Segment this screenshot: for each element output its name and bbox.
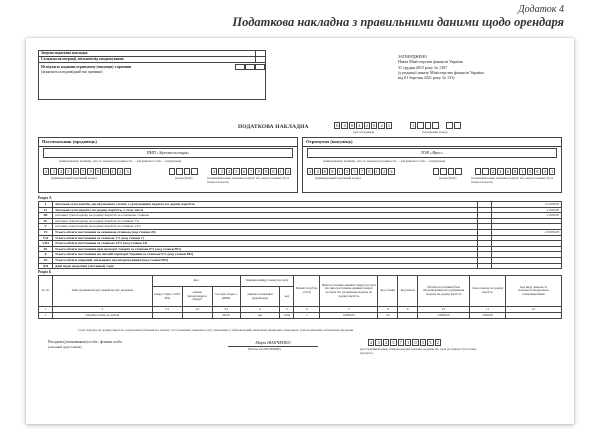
code-digit [475, 168, 481, 175]
code-digit: 7 [248, 168, 254, 175]
ipn-digit: 3 [50, 168, 56, 175]
code-digit [482, 168, 488, 175]
code-digit: 2 [285, 168, 291, 175]
code-digit: 5 [233, 168, 239, 175]
ipn-digit: 5 [351, 168, 357, 175]
document-header [232, 4, 564, 30]
ipn-digit: 2 [43, 168, 49, 175]
row-value [492, 263, 562, 269]
col-header: Ціна постачання одиниці товару/послуги або ціна постачання одиниці товару/послуги без урахування податку на додану вартість [320, 276, 378, 307]
section-b-title: Розділ Б [38, 270, 52, 274]
issue-date-digits [334, 122, 393, 129]
seller-code-label: (податковий номер платника податку² або серія (за наявності) та номер паспорта³) [207, 176, 290, 184]
row-label: Усього обсяги постачання за ставкою 7% (код ставки 7) [53, 235, 478, 241]
row-label: загальна сума податку на додану вартість за ставкою 7% [53, 218, 478, 224]
preparer-label: Посадова (уповноважена) особа / фізична особа [48, 340, 122, 344]
row-value: 12 000,00 [492, 202, 562, 208]
ipn-digit: 6 [322, 168, 328, 175]
status-row [39, 57, 265, 63]
row-label: Усього обсяги постачання при експорті товарів за ставкою 0% (код ставки 901) [53, 246, 478, 252]
code-digit: 1 [278, 168, 284, 175]
seller-ipn-label: (індивідуальний податковий номер) [51, 176, 97, 180]
col-number: 2 [52, 307, 152, 313]
date-digit: 0 [334, 122, 340, 129]
cell-vat: 2000,00 [470, 313, 506, 319]
buyer-ipn-label: (індивідуальний податковий номер) [315, 176, 361, 180]
signer-label: (Власне ім'я ПРІЗВИЩЕ) [248, 347, 281, 351]
date-digit: 1 [386, 122, 392, 129]
cell-qty: 1 [294, 313, 320, 319]
status-row-label: Складена на операції, звільнені від оподаткування [41, 57, 124, 61]
cell-benefit [398, 313, 418, 319]
date-digit: 0 [371, 122, 377, 129]
seller-heading: Постачальник (продавець) [39, 138, 297, 147]
signer-name: Марія ІВАНЧЕНКО [228, 340, 318, 347]
seller-block [38, 137, 298, 193]
number-label: (порядковий номер) [422, 130, 448, 134]
ipn-digit: 3 [427, 339, 433, 346]
branch-digit [440, 168, 446, 175]
section-b-table [38, 275, 562, 319]
code-digit: 0 [270, 168, 276, 175]
col-number: 3.2 [182, 307, 212, 313]
col-header: Код пільги [398, 276, 418, 307]
branch-digit [176, 168, 182, 175]
code-digit: 2 [211, 168, 217, 175]
invoice-branch-code[interactable] [454, 122, 461, 129]
approval-line: (у редакції наказу Міністерства фінансів України [398, 69, 484, 75]
col-header: Код ставки [378, 276, 398, 307]
preparer-sublabel: (законний представник) [48, 345, 82, 349]
col-number: 4 [240, 307, 280, 313]
col-number: 10 [418, 307, 470, 313]
code-digit: 1 [519, 168, 525, 175]
ipn-digit: 1 [337, 168, 343, 175]
buyer-ipn-digits [307, 168, 396, 175]
row-number: IX [39, 246, 53, 252]
row-label: загальна сума податку на додану вартість за основною ставкою [53, 213, 478, 219]
code-digit: 1 [549, 168, 555, 175]
ipn-digit: 4 [388, 168, 394, 175]
number-digit [432, 122, 438, 129]
date-label: (дата складання) [353, 130, 375, 134]
signer-ipn-digits [368, 339, 442, 346]
cell-unit-name: грн [240, 313, 280, 319]
cell-dkpp: 68.20 [212, 313, 240, 319]
col-number: 1 [39, 307, 53, 313]
branch-digit [169, 168, 175, 175]
col-header: Одиниця виміру товару/послуги [240, 276, 294, 287]
buyer-name: ТОВ «Ярос» [307, 148, 557, 158]
branch-digit [433, 168, 439, 175]
ipn-digit: 4 [314, 168, 320, 175]
section-a-table [38, 201, 562, 269]
branch-digit [455, 168, 461, 175]
cell-import [182, 313, 212, 319]
cell-name: Орендна плата за лютий [52, 313, 152, 319]
code-digit: 2 [490, 168, 496, 175]
col-number: 8 [378, 307, 398, 313]
ipn-digit: 5 [420, 339, 426, 346]
row-number: IV [39, 218, 53, 224]
status-row-label: Зведена податкова накладна [41, 51, 88, 55]
code-digit: 4 [497, 168, 503, 175]
row-number: VIII [39, 241, 53, 247]
invoice-sheet [26, 38, 574, 424]
code-digit: 8 [534, 168, 540, 175]
code-digit: 4 [542, 168, 548, 175]
row-label: Усього обсяги постачання на митній території України за ставкою 0% (код ставки 902) [53, 252, 478, 258]
col-header: Сума податку на додану вартість [470, 276, 506, 307]
ipn-digit: 2 [435, 339, 441, 346]
cell-rate: 20 [378, 313, 398, 319]
row-number: VI [39, 229, 53, 235]
appendix-label: Додаток 4 [518, 4, 564, 15]
col-header: Обсяги постачання (база оподаткування) без урахування податку на додану вартість [418, 276, 470, 307]
ipn-digit: 1 [110, 168, 116, 175]
ipn-digit: 0 [412, 339, 418, 346]
row-label: Загальна сума податку на додану вартість, у тому числі [53, 207, 478, 213]
cell-unit-code: 2454 [280, 313, 294, 319]
row-label: Усього обсяги постачання за основною ставкою (код ставки 20) [53, 229, 478, 235]
branch-digit [184, 168, 190, 175]
col-header: Опис (номенклатура) товарів/послуг продавця [52, 276, 152, 307]
col-number: 5 [280, 307, 294, 313]
col-header: товару згідно з УКТ ЗЕД [152, 287, 182, 307]
col-header: ознаки імпортованого товару⁴ [182, 287, 212, 307]
ipn-digit: 0 [366, 168, 372, 175]
buyer-heading: Отримувач (покупець) [303, 138, 561, 147]
col-header: Код виду діяльності сільськогосподарського товаровиробника [505, 276, 561, 307]
seller-name-label: (найменування; прізвище, ім'я, по батькові (за наявності) — для фізичної особи — підприємця) [59, 159, 182, 163]
ipn-digit: 9 [95, 168, 101, 175]
buyer-block [302, 137, 562, 193]
buyer-branch-label: (номер філії¹) [439, 176, 457, 180]
ipn-digit: 2 [368, 339, 374, 346]
col-header: Код [152, 276, 240, 287]
ipn-digit: 5 [390, 339, 396, 346]
ipn-digit: 2 [381, 168, 387, 175]
col-number: 12 [505, 307, 561, 313]
col-header: код [280, 287, 294, 307]
ipn-digit: 5 [65, 168, 71, 175]
row-number: XII [39, 263, 53, 269]
section-a-title: Розділ А [38, 196, 52, 200]
ipn-digit: 8 [329, 168, 335, 175]
cell-volume: 10000,00 [418, 313, 470, 319]
cell-num: 1 [39, 313, 53, 319]
status-row-label: (зазначається відповідний тип причини) [41, 70, 103, 74]
seller-ipn-digits [43, 168, 132, 175]
approval-line: Наказ Міністерства фінансів України [398, 59, 463, 65]
status-checkbox[interactable] [255, 57, 265, 63]
col-number: 9 [398, 307, 418, 313]
invoice-status-box [38, 50, 266, 100]
row-number: I [39, 202, 53, 208]
col-number: 3.1 [152, 307, 182, 313]
code-digit: 6 [241, 168, 247, 175]
row-number: II [39, 207, 53, 213]
seller-branch-digits [169, 168, 199, 175]
ipn-digit: 2 [307, 168, 313, 175]
col-header: умовне позначення (українське) [240, 287, 280, 307]
reason-cell[interactable] [235, 64, 245, 70]
signer-ipn-label: (реєстраційний номер облікової картки платника податків або серія (за наявності) та номер паспорта) [360, 347, 477, 355]
code-digit: 3 [218, 168, 224, 175]
cell-excise [505, 313, 561, 319]
cell-price: 10000,00 [320, 313, 378, 319]
ipn-digit: 3 [344, 168, 350, 175]
col-number: 3.3 [212, 307, 240, 313]
page-title: Податкова накладна з правильними даними щодо орендаря [232, 15, 564, 29]
ipn-digit: 3 [124, 168, 130, 175]
ipn-digit: 2 [117, 168, 123, 175]
number-digit [425, 122, 431, 129]
approval-stamp-text [398, 54, 548, 81]
invoice-number-suffix[interactable] [446, 122, 453, 129]
reason-cell[interactable] [255, 64, 265, 70]
seller-branch-label: (номер філії¹) [175, 176, 193, 180]
branch-digit [191, 168, 197, 175]
code-digit: 8 [255, 168, 261, 175]
ipn-digit: 4 [58, 168, 64, 175]
col-header: № з/п [39, 276, 53, 307]
ipn-digit: 3 [375, 339, 381, 346]
approval-line: від 01 березня 2021 року № 131) [398, 75, 455, 81]
ipn-digit: 7 [359, 168, 365, 175]
code-digit: 0 [527, 168, 533, 175]
row-label: Загальна сума коштів, що підлягають сплаті, з урахуванням податку на додану вартість [53, 202, 478, 208]
document-title: ПОДАТКОВА НАКЛАДНА [238, 124, 309, 130]
date-digit: 2 [364, 122, 370, 129]
code-digit: 9 [263, 168, 269, 175]
col-header: Кількість (об'єм, обсяг) [294, 276, 320, 307]
row-number: III [39, 213, 53, 219]
ipn-digit: 7 [398, 339, 404, 346]
buyer-code-digits [475, 168, 556, 175]
row-number: XI [39, 257, 53, 263]
date-digit: 2 [378, 122, 384, 129]
ipn-digit: 4 [383, 339, 389, 346]
col-number: 7 [320, 307, 378, 313]
code-digit: 6 [505, 168, 511, 175]
col-number: 6 [294, 307, 320, 313]
cell-uktzed [152, 313, 182, 319]
table-row [39, 313, 562, 319]
row-value: 10 000,00 [492, 229, 562, 235]
date-digit: 4 [356, 122, 362, 129]
ipn-digit: 0 [102, 168, 108, 175]
ipn-digit: 7 [80, 168, 86, 175]
ipn-digit: 8 [87, 168, 93, 175]
approval-line: 31 грудня 2015 року № 1307 [398, 64, 448, 70]
code-digit: 4 [226, 168, 232, 175]
date-digit: 4 [341, 122, 347, 129]
row-label: Дані щодо зворотної (заставної) тари [53, 263, 478, 269]
status-row-label: Не підлягає наданню отримувачу (покупцю) з причини [41, 65, 132, 69]
seller-name: ПНП «Зірочка-агенція» [43, 148, 293, 158]
ipn-digit: 1 [405, 339, 411, 346]
row-value: 2 000,00 [492, 213, 562, 219]
reason-cell[interactable] [245, 64, 255, 70]
row-number: VII [39, 235, 53, 241]
branch-digit [448, 168, 454, 175]
buyer-branch-digits [433, 168, 463, 175]
vat-note: Сума податку на додану вартість, нарахована (сплачена) в зв'язку з постачанням товарів/послуг, зазначених у цій накладній, визначена правильно, відповідає сумі податкових зобов'язань продавця. [78, 328, 354, 332]
code-digit: 8 [512, 168, 518, 175]
ipn-digit: 1 [374, 168, 380, 175]
number-digit: 1 [410, 122, 416, 129]
row-number: V [39, 224, 53, 230]
row-label: Усього обсяги постачання за ставкою 14% (код ставки 14) [53, 241, 478, 247]
row-label: загальна сума податку на додану вартість за ставкою 14% [53, 224, 478, 230]
buyer-name-label: (найменування; прізвище, ім'я, по батькові (за наявності) — для фізичної особи — підприємця) [323, 159, 446, 163]
row-number: X [39, 252, 53, 258]
seller-code-digits [211, 168, 292, 175]
invoice-number-digits [410, 122, 440, 129]
col-number: 11 [470, 307, 506, 313]
date-digit: 0 [349, 122, 355, 129]
row-label: Усього обсяги операцій, звільнених від оподаткування (код ставки 903) [53, 257, 478, 263]
table-row [39, 263, 562, 269]
buyer-code-label: (податковий номер платника податку² або серія (за наявності) та номер паспорта³) [471, 176, 554, 184]
ipn-digit: 6 [73, 168, 79, 175]
number-digit [417, 122, 423, 129]
col-header: послуги згідно з ДКПП [212, 287, 240, 307]
approval-line: ЗАТВЕРДЖЕНО [398, 54, 428, 59]
row-value: 2 000,00 [492, 207, 562, 213]
